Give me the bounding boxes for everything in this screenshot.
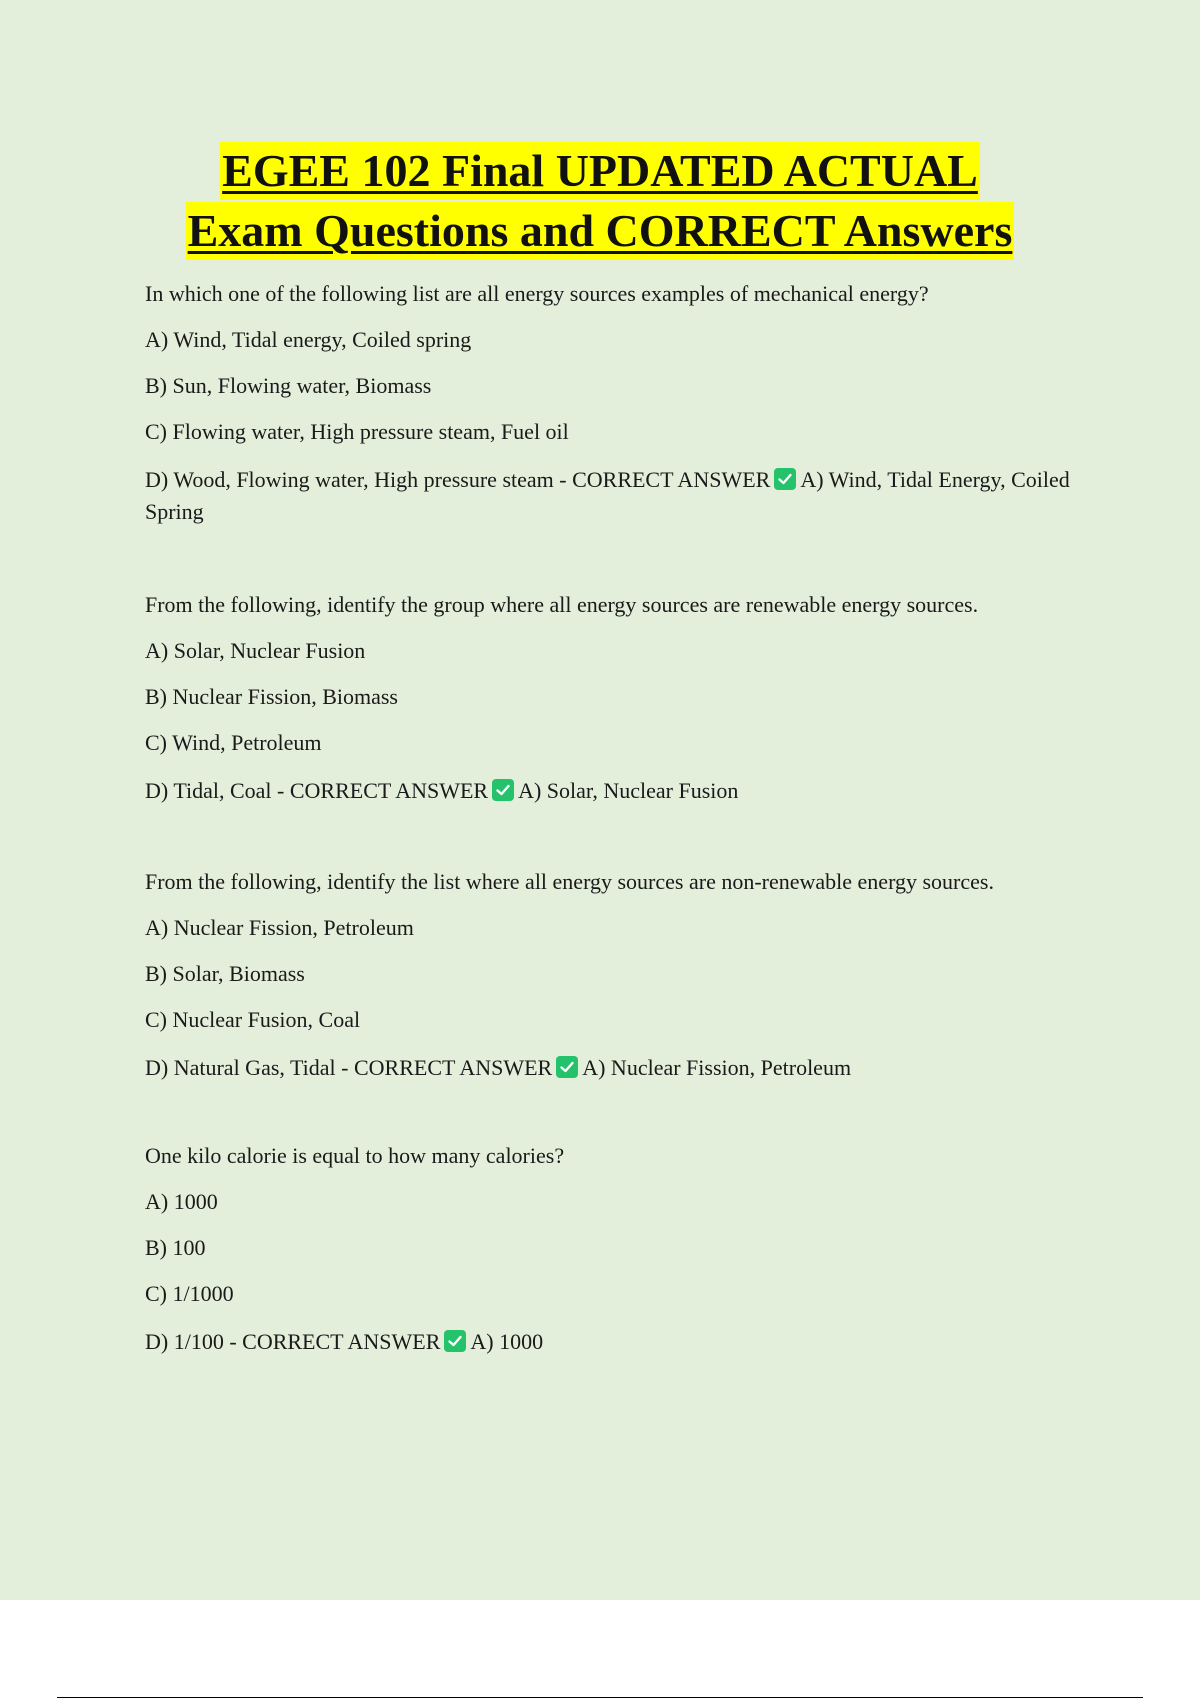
option-c: C) Wind, Petroleum <box>145 730 322 755</box>
option-d-with-answer <box>145 464 1090 528</box>
question-text: One kilo calorie is equal to how many calories? <box>145 1143 565 1168</box>
correct-answer: A) 1000 <box>470 1329 544 1354</box>
option-d-with-answer <box>145 1052 1090 1084</box>
option-a: A) 1000 <box>145 1189 218 1214</box>
question-list <box>145 280 1090 1358</box>
option-c: C) Nuclear Fusion, Coal <box>145 1007 361 1032</box>
option-c: C) Flowing water, High pressure steam, Fuel oil <box>145 419 569 444</box>
option-d: D) 1/100 - CORRECT ANSWER <box>145 1329 441 1354</box>
question-text: In which one of the following list are all energy sources examples of mechanical energy? <box>145 281 929 306</box>
option-d: D) Tidal, Coal - CORRECT ANSWER <box>145 778 489 803</box>
question-block-1 <box>145 280 1090 528</box>
check-icon <box>492 779 514 801</box>
correct-answer: A) Nuclear Fission, Petroleum <box>582 1055 852 1080</box>
option-d-with-answer <box>145 1326 1090 1358</box>
question-block-3 <box>145 868 1090 1084</box>
option-a: A) Wind, Tidal energy, Coiled spring <box>145 327 472 352</box>
option-a: A) Solar, Nuclear Fusion <box>145 638 366 663</box>
option-b: B) 100 <box>145 1235 206 1260</box>
correct-answer: A) Solar, Nuclear Fusion <box>518 778 739 803</box>
title-line-2: Exam Questions and CORRECT Answers <box>186 202 1015 260</box>
footer-rule <box>57 1697 1143 1698</box>
option-b: B) Solar, Biomass <box>145 961 305 986</box>
option-d-with-answer <box>145 775 1090 807</box>
check-icon <box>556 1056 578 1078</box>
question-text: From the following, identify the group where all energy sources are renewable energy sources. <box>145 592 979 617</box>
question-text: From the following, identify the list where all energy sources are non-renewable energy sources. <box>145 869 994 894</box>
document-title <box>0 142 1200 260</box>
option-b: B) Sun, Flowing water, Biomass <box>145 373 432 398</box>
check-icon <box>444 1330 466 1352</box>
title-line-1: EGEE 102 Final UPDATED ACTUAL <box>220 142 980 200</box>
correct-answer: A) Wind, Tidal Energy, Coiled Spring <box>145 467 1070 524</box>
check-icon <box>774 468 796 490</box>
option-d: D) Wood, Flowing water, High pressure steam - CORRECT ANSWER <box>145 467 771 492</box>
option-b: B) Nuclear Fission, Biomass <box>145 684 398 709</box>
option-c: C) 1/1000 <box>145 1281 234 1306</box>
option-d: D) Natural Gas, Tidal - CORRECT ANSWER <box>145 1055 553 1080</box>
option-a: A) Nuclear Fission, Petroleum <box>145 915 414 940</box>
question-block-2 <box>145 591 1090 807</box>
question-block-4 <box>145 1142 1090 1358</box>
